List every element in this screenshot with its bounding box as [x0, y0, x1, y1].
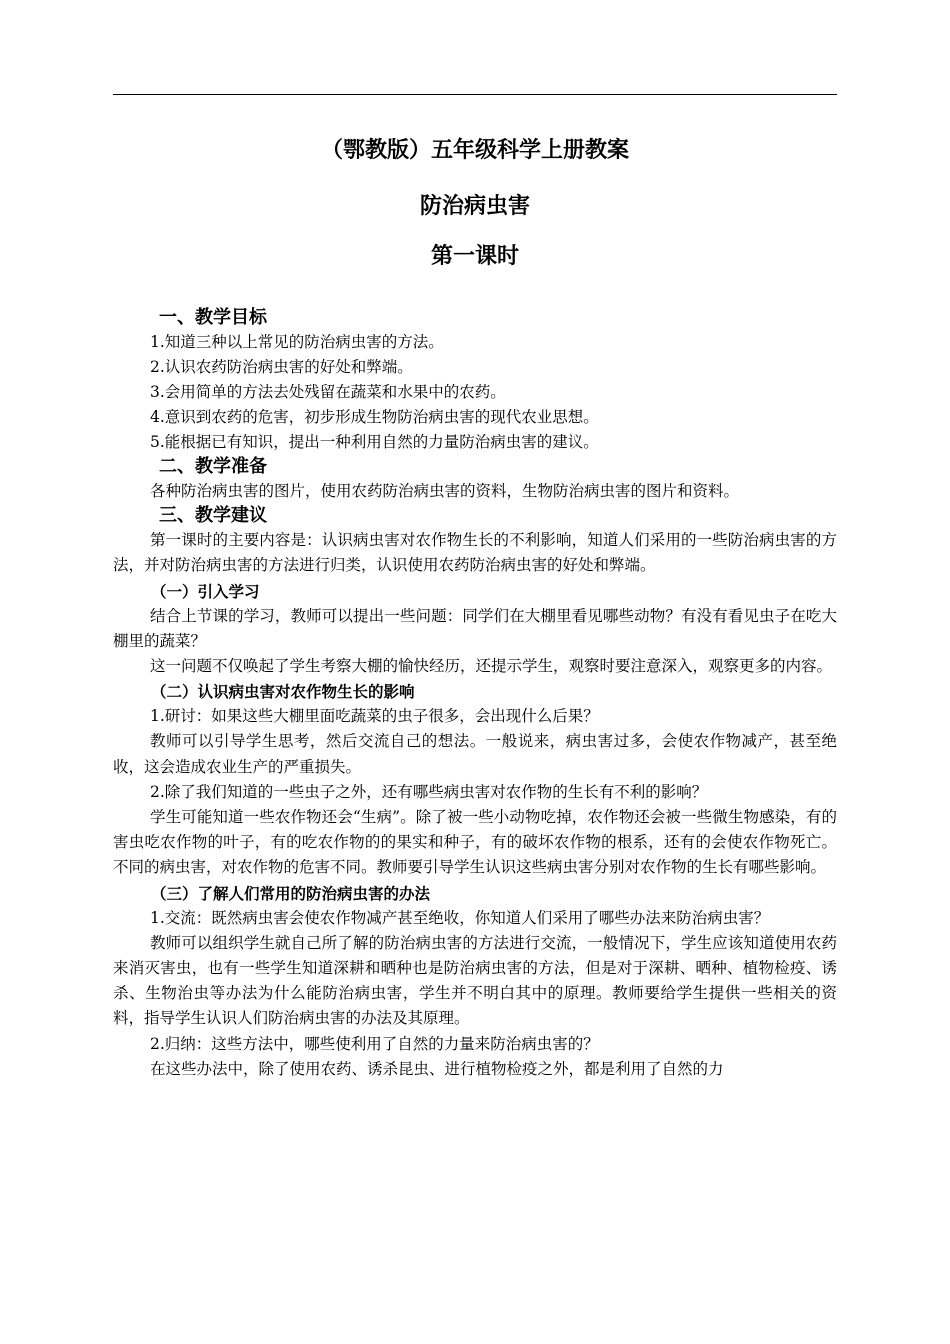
document-body	[113, 130, 837, 1082]
document-title: （鄂教版）五年级科学上册教案	[320, 137, 629, 163]
lesson-title: 防治病虫害	[419, 193, 530, 219]
section-heading-objectives: 一、教学目标	[159, 307, 267, 328]
suggestions-intro: 第一课时的主要内容是：认识病虫害对农作物生长的不利影响，知道人们采用的一些防治病虫害的方法，并对防治病虫害的方法进行归类，认识使用农药防治病虫害的好处和弊端。	[113, 531, 837, 575]
header-rule	[113, 94, 837, 95]
paragraph: 2.归纳：这些方法中，哪些使利用了自然的力量来防治病虫害的？	[150, 1034, 599, 1053]
section-heading-suggestions: 三、教学建议	[159, 505, 267, 527]
paragraph: 教师可以引导学生思考，然后交流自己的想法。一般说来，病虫害过多，会使农作物减产，甚至绝收，这会造成农业生产的严重损失。	[113, 732, 837, 776]
objective-item: 1.知道三种以上常见的防治病虫害的方法。	[150, 333, 444, 351]
paragraph: 学生可能知道一些农作物还会“生病”。除了被一些小动物吃掉，农作物还会被一些微生物感染，有的害虫吃农作物的叶子，有的吃农作物的的果实和种子，有的破坏农作物的根系，还有的会使农作物死亡。不同的病虫害，对农作物的危害不同。教师要引导学生认识这些病虫害分别对农作物的生长有哪些影响。	[113, 808, 837, 877]
subheading-introduction: （一）引入学习	[151, 581, 260, 601]
section-heading-preparation: 二、教学准备	[159, 456, 267, 477]
paragraph: 在这些办法中，除了使用农药、诱杀昆虫、进行植物检疫之外，都是利用了自然的力	[150, 1059, 724, 1078]
paragraph: 1.研讨：如果这些大棚里面吃蔬菜的虫子很多，会出现什么后果？	[150, 707, 599, 726]
paragraph: 2.除了我们知道的一些虫子之外，还有哪些病虫害对农作物的生长有不利的影响？	[150, 782, 708, 801]
subheading-control-methods: （三）了解人们常用的防治病虫害的办法	[151, 883, 431, 903]
objective-item: 2.认识农药防治病虫害的好处和弊端。	[150, 358, 413, 376]
paragraph: 这一问题不仅唤起了学生考察大棚的愉快经历，还提示学生，观察时要注意深入，观察更多的内容。	[150, 657, 833, 676]
period-title: 第一课时	[430, 243, 519, 269]
paragraph: 教师可以组织学生就自己所了解的防治病虫害的方法进行交流，一般情况下，学生应该知道使用农药来消灭害虫，也有一些学生知道深耕和晒种也是防治病虫害的方法，但是对于深耕、晒种、植物检疫、诱杀、生物治虫等办法为什么能防治病虫害，学生并不明白其中的原理。教师要给学生提供一些相关的资料，指导学生认识人们防治病虫害的办法及其原理。	[113, 933, 837, 1028]
preparation-text: 各种防治病虫害的图片，使用农药防治病虫害的资料，生物防治病虫害的图片和资料。	[150, 482, 740, 500]
paragraph: 1.交流：既然病虫害会使农作物减产甚至绝收，你知道人们采用了哪些办法来防治病虫害？	[150, 908, 770, 927]
objective-item: 4.意识到农药的危害，初步形成生物防治病虫害的现代农业思想。	[150, 408, 599, 426]
objective-item: 5.能根据已有知识，提出一种利用自然的力量防治病虫害的建议。	[150, 433, 599, 451]
subheading-pest-impact: （二）认识病虫害对农作物生长的影响	[151, 682, 415, 702]
paragraph: 结合上节课的学习，教师可以提出一些问题：同学们在大棚里看见哪些动物？有没有看见虫子在吃大棚里的蔬菜？	[113, 606, 837, 650]
objective-item: 3.会用简单的方法去处残留在蔬菜和水果中的农药。	[150, 383, 506, 401]
